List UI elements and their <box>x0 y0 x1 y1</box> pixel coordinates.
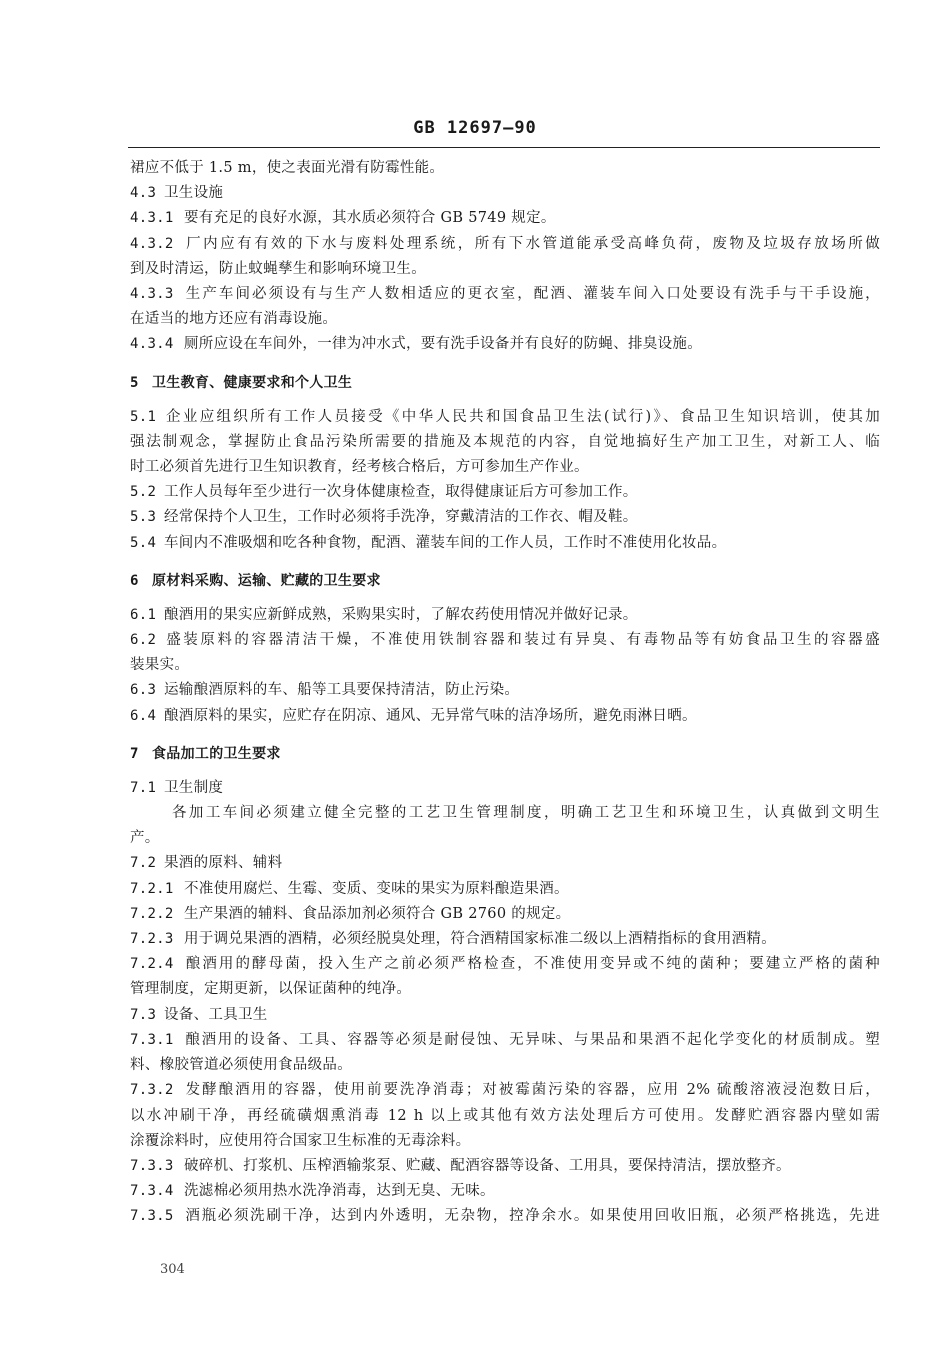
clause-text: 原材料采购、运输、贮藏的卫生要求 <box>152 572 381 589</box>
clause <box>130 628 880 678</box>
clause <box>130 1204 880 1229</box>
subsection-title <box>130 851 880 876</box>
clause <box>130 902 880 927</box>
clause-text: 厕所应设在车间外，一律为冲水式，要有洗手设备并有良好的防蝇、排臭设施。 <box>184 336 702 353</box>
text-line <box>130 1179 880 1204</box>
clause <box>130 206 880 231</box>
clause-text: 到及时清运，防止蚊蝇孳生和影响环境卫生。 <box>130 260 426 277</box>
clause-number: 4.3.3 <box>130 286 174 303</box>
subsection-title <box>130 776 880 801</box>
clause-text: 要有充足的良好水源，其水质必须符合 GB 5749 规定。 <box>184 210 556 227</box>
clause-text: 运输酿酒原料的车、船等工具要保持清洁，防止污染。 <box>164 682 520 699</box>
clause-number: 7 <box>130 745 139 762</box>
clause <box>130 531 880 556</box>
clause <box>130 952 880 1002</box>
clause-text: 生产车间必须设有与生产人数相适应的更衣室，配酒、灌装车间入口处要设有洗手与干手设施， <box>184 286 880 303</box>
text-line <box>130 257 880 282</box>
text-line <box>130 1154 880 1179</box>
clause-text: 在适当的地方还应有消毒设施。 <box>130 311 338 328</box>
clause-number: 7.3.1 <box>130 1031 174 1048</box>
clause-text: 盛装原料的容器清洁干燥，不准使用铁制容器和装过有异臭、有毒物品等有妨食品卫生的容器盛 <box>164 632 880 649</box>
clause-text: 生产果酒的辅料、食品添加剂必须符合 GB 2760 的规定。 <box>184 905 571 922</box>
clause-text: 时工必须首先进行卫生知识教育，经考核合格后，方可参加生产作业。 <box>130 459 589 476</box>
clause-text: 工作人员每年至少进行一次身体健康检查，取得健康证后方可参加工作。 <box>164 484 638 501</box>
clause-number: 6.1 <box>130 606 157 623</box>
clause <box>130 1028 880 1078</box>
text-line <box>130 307 880 332</box>
clause <box>130 801 880 851</box>
subsection-title <box>130 1003 880 1028</box>
clause-text: 酿酒用的果实应新鲜成熟，采购果实时，了解农药使用情况并做好记录。 <box>164 606 638 623</box>
section-heading <box>130 371 880 395</box>
text-line <box>130 505 880 530</box>
text-line <box>130 678 880 703</box>
text-line <box>130 156 880 181</box>
clause <box>130 505 880 530</box>
text-line <box>130 1204 880 1229</box>
text-line <box>130 952 880 977</box>
header-rule <box>128 147 880 148</box>
clause-number: 7.3.2 <box>130 1082 174 1099</box>
clause-number: 4.3.1 <box>130 210 174 227</box>
clause-text: 洗滤棉必须用热水洗净消毒，达到无臭、无味。 <box>184 1183 495 1200</box>
clause <box>130 877 880 902</box>
text-line <box>130 181 880 206</box>
text-line <box>130 1078 880 1103</box>
clause <box>130 678 880 703</box>
subsection-title <box>130 181 880 206</box>
clause-number: 7.2 <box>130 855 157 872</box>
text-line <box>130 405 880 430</box>
text-line <box>130 877 880 902</box>
clause-text: 管理制度，定期更新，以保证菌种的纯净。 <box>130 981 412 998</box>
text-line <box>130 1104 880 1129</box>
clause-text: 装果实。 <box>130 657 190 674</box>
clause-text: 产。 <box>130 830 160 847</box>
text-line <box>130 1129 880 1154</box>
clause-text: 果酒的原料、辅料 <box>164 855 283 872</box>
clause-text: 各加工车间必须建立健全完整的工艺卫生管理制度，明确工艺卫生和环境卫生，认真做到文明生 <box>172 805 880 822</box>
clause <box>130 405 880 481</box>
clause <box>130 1078 880 1154</box>
document-body <box>130 156 880 1230</box>
clause-text: 酒瓶必须洗刷干净，达到内外透明，无杂物，控净余水。如果使用回收旧瓶，必须严格挑选，先进 <box>184 1208 880 1225</box>
clause-text: 以水冲刷干净，再经硫磺烟熏消毒 12 h 以上或其他有效方法处理后方可使用。发酵贮酒容器内壁如需 <box>130 1107 880 1124</box>
clause <box>130 480 880 505</box>
clause-number: 5.3 <box>130 509 157 526</box>
clause-number: 6.2 <box>130 632 157 649</box>
clause-number: 7.3.4 <box>130 1183 174 1200</box>
clause-number: 7.3.3 <box>130 1157 174 1174</box>
clause <box>130 704 880 729</box>
section-heading <box>130 569 880 593</box>
text-line <box>130 1028 880 1053</box>
clause-number: 4.3.2 <box>130 235 174 252</box>
text-line <box>130 1053 880 1078</box>
clause-text: 设备、工具卫生 <box>164 1006 268 1023</box>
clause-number: 5.4 <box>130 534 157 551</box>
text-line <box>130 742 880 766</box>
text-line <box>130 902 880 927</box>
text-line <box>130 826 880 851</box>
clause <box>130 332 880 357</box>
clause-text: 酿酒原料的果实，应贮存在阴凉、通风、无异常气味的洁净场所，避免雨淋日晒。 <box>164 707 697 724</box>
text-line <box>130 927 880 952</box>
text-line <box>130 232 880 257</box>
clause-number: 4.3.4 <box>130 336 174 353</box>
clause-number: 5.2 <box>130 484 157 501</box>
text-line <box>130 628 880 653</box>
clause-text: 酿酒用的酵母菌，投入生产之前必须严格检查，不准使用变异或不纯的菌种；要建立严格的菌种 <box>184 956 880 973</box>
clause-text: 用于调兑果酒的酒精，必须经脱臭处理，符合酒精国家标准二级以上酒精指标的食用酒精。 <box>184 931 776 948</box>
text-line <box>130 801 880 826</box>
text-line <box>130 531 880 556</box>
clause <box>130 282 880 332</box>
clause <box>130 232 880 282</box>
clause-number: 5 <box>130 374 139 391</box>
clause-text: 裙应不低于 1.5 m，使之表面光滑有防霉性能。 <box>130 160 445 176</box>
clause-text: 卫生设施 <box>164 185 224 202</box>
clause-text: 发酵酿酒用的容器，使用前要洗净消毒；对被霉菌污染的容器，应用 2% 硫酸溶液浸泡数日后， <box>184 1082 880 1099</box>
standard-code-header: GB 12697—90 <box>413 118 537 138</box>
page-number: 304 <box>160 1262 185 1277</box>
clause-text: 经常保持个人卫生，工作时必须将手洗净，穿戴清洁的工作衣、帽及鞋。 <box>164 509 638 526</box>
clause-text: 企业应组织所有工作人员接受《中华人民共和国食品卫生法(试行)》、食品卫生知识培训，使其加 <box>164 408 880 425</box>
text-line <box>130 430 880 455</box>
clause-number: 7.2.2 <box>130 905 174 922</box>
text-line <box>130 1003 880 1028</box>
text-line <box>130 332 880 357</box>
clause-number: 7.2.3 <box>130 931 174 948</box>
text-line <box>130 455 880 480</box>
text-line <box>130 371 880 395</box>
text-line <box>130 704 880 729</box>
clause-number: 7.1 <box>130 779 157 796</box>
text-line <box>130 776 880 801</box>
clause-number: 6.3 <box>130 682 157 699</box>
clause <box>130 1154 880 1179</box>
text-line <box>130 206 880 231</box>
clause-text: 卫生教育、健康要求和个人卫生 <box>152 374 353 391</box>
clause <box>130 603 880 628</box>
clause-text: 卫生制度 <box>164 779 224 796</box>
clause-number: 7.3 <box>130 1006 157 1023</box>
clause-text: 车间内不准吸烟和吃各种食物，配酒、灌装车间的工作人员，工作时不准使用化妆品。 <box>164 534 727 551</box>
text-line <box>130 851 880 876</box>
clause-text: 厂内应有有效的下水与废料处理系统，所有下水管道能承受高峰负荷，废物及垃圾存放场所做 <box>184 235 880 252</box>
section-heading <box>130 742 880 766</box>
clause-text: 酿酒用的设备、工具、容器等必须是耐侵蚀、无异味、与果品和果酒不起化学变化的材质制成。塑 <box>184 1031 880 1048</box>
clause-number: 7.2.4 <box>130 956 174 973</box>
clause-number: 7.2.1 <box>130 880 174 897</box>
clause <box>130 1179 880 1204</box>
clause-number: 6 <box>130 572 139 589</box>
clause-text: 食品加工的卫生要求 <box>152 745 281 762</box>
clause-text: 强法制观念，掌握防止食品污染所需要的措施及本规范的内容，自觉地搞好生产加工卫生，对新工人、临 <box>130 433 880 450</box>
clause-number: 6.4 <box>130 707 157 724</box>
text-line <box>130 977 880 1002</box>
clause <box>130 927 880 952</box>
clause-text: 涂覆涂料时，应使用符合国家卫生标准的无毒涂料。 <box>130 1132 471 1149</box>
clause-text: 料、橡胶管道必须使用食品级品。 <box>130 1057 352 1074</box>
clause-text: 不准使用腐烂、生霉、变质、变味的果实为原料酿造果酒。 <box>184 880 569 897</box>
text-line <box>130 282 880 307</box>
clause-number: 5.1 <box>130 408 157 425</box>
text-line <box>130 653 880 678</box>
clause-number: 7.3.5 <box>130 1208 174 1225</box>
text-line <box>130 569 880 593</box>
text-line <box>130 603 880 628</box>
clause <box>130 156 880 181</box>
clause-number: 4.3 <box>130 185 157 202</box>
clause-text: 破碎机、打浆机、压榨酒输浆泵、贮藏、配酒容器等设备、工用具，要保持清洁，摆放整齐。 <box>184 1157 791 1174</box>
text-line <box>130 480 880 505</box>
